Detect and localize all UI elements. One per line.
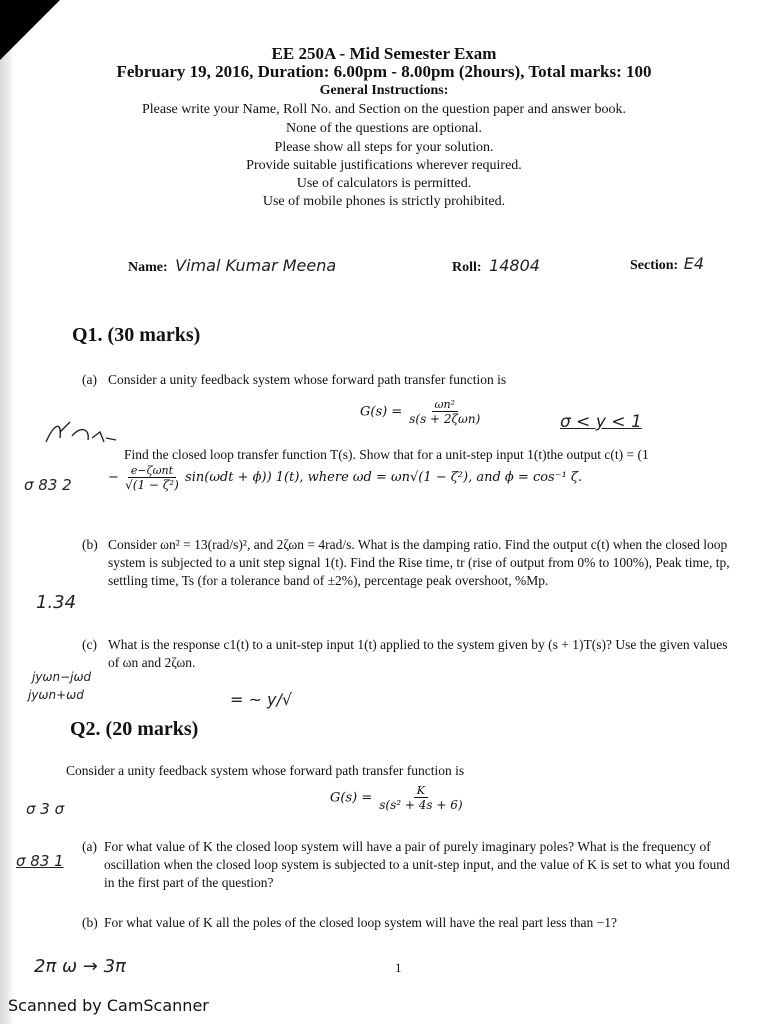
- exam-subtitle: February 19, 2016, Duration: 6.00pm - 8.00pm (2hours), Total marks: 100: [116, 62, 652, 81]
- instruction-line: Use of calculators is permitted.: [296, 176, 472, 191]
- handwritten-note: σ 83 1: [16, 852, 64, 870]
- q2-equation: [330, 784, 466, 812]
- instruction-line: Please write your Name, Roll No. and Section on the question paper and answer book.: [141, 102, 627, 117]
- handwritten-note: jyωn−jωd: [32, 670, 92, 684]
- q1a-text2: Find the closed loop transfer function T(s). Show that for a unit-step input 1(t)the output c(t) = (1: [124, 447, 649, 462]
- q1b-text: Consider ωn² = 13(rad/s)², and 2ζωn = 4rad/s. What is the damping ratio. Find the output c(t) when the closed loop system is subjected to a unit step signal 1(t). Find the Rise time, tr (rise of output from 0% to 100%), Peak time, tp, settling time, Ts (for a tolerance band of ±2%), percentage peak overshoot, %Mp.: [108, 537, 730, 588]
- handwritten-scribble: [40, 414, 118, 450]
- q1c-text: What is the response c1(t) to a unit-step input 1(t) applied to the system given by (s + 1)T(s)? Use the given values of ωn and 2ζωn.: [108, 637, 728, 670]
- instruction-line: Use of mobile phones is strictly prohibited.: [262, 194, 506, 209]
- exam-title: EE 250A - Mid Semester Exam: [271, 44, 497, 63]
- section-field: [630, 254, 704, 274]
- q2b-text: For what value of K all the poles of the closed loop system will have the real part less than −1?: [104, 915, 617, 930]
- scanner-watermark: Scanned by CamScanner: [8, 996, 209, 1015]
- q1a-exp-fraction: [122, 464, 182, 492]
- q1a-text: Consider a unity feedback system whose forward path transfer function is: [108, 372, 507, 387]
- q2-heading: Q2. (20 marks): [70, 718, 199, 740]
- q1a-minus: −: [108, 469, 119, 485]
- handwritten-note: = ~ y/√: [230, 690, 293, 709]
- q2-eq-lhs: G(s) =: [330, 790, 373, 806]
- handwritten-note: 2π ω → 3π: [34, 956, 126, 977]
- handwritten-note: jyωn+ωd: [28, 688, 84, 702]
- handwritten-note: σ 3 σ: [26, 800, 65, 818]
- roll-label: Roll:: [452, 260, 482, 275]
- q1a-exp-rest: sin(ωdt + ϕ)) 1(t), where ωd = ωn√(1 − ζ²), and ϕ = cos⁻¹ ζ.: [185, 469, 583, 485]
- handwritten-note: 1.34: [36, 592, 77, 613]
- instruction-line: Provide suitable justifications wherever required.: [246, 158, 522, 173]
- q1a-output-expression: [108, 464, 582, 492]
- section-label: Section:: [630, 258, 679, 273]
- instruction-line: Please show all steps for your solution.: [274, 140, 494, 155]
- general-instructions-heading: General Instructions:: [319, 83, 449, 98]
- handwritten-note: σ 83 2: [24, 476, 72, 494]
- name-field: [128, 256, 336, 276]
- q1a-equation: [360, 398, 483, 426]
- q1a-eq-denominator: s(s + 2ζωn): [409, 412, 481, 426]
- q1a-exp-denominator: √(1 − ζ²): [125, 478, 179, 492]
- q2-intro: Consider a unity feedback system whose forward path transfer function is: [66, 763, 465, 778]
- q1a-eq-numerator: ωn²: [432, 398, 458, 412]
- q2-eq-fraction: [376, 784, 465, 812]
- q2-eq-numerator: K: [414, 784, 428, 798]
- name-label: Name:: [128, 260, 168, 275]
- q1c-label: (c): [82, 637, 97, 652]
- q1a-eq-fraction: [406, 398, 483, 426]
- page-number: 1: [395, 960, 402, 975]
- handwritten-note: σ < y < 1: [560, 412, 642, 432]
- q1a-exp-numerator: e−ζωnt: [128, 464, 176, 478]
- q2a-label: (a): [82, 839, 97, 854]
- q1a-eq-lhs: G(s) =: [360, 404, 403, 420]
- q2-eq-denominator: s(s² + 4s + 6): [379, 798, 463, 812]
- roll-field: [452, 256, 540, 276]
- instruction-line: None of the questions are optional.: [286, 121, 482, 136]
- q2a-text: For what value of K the closed loop system will have a pair of purely imaginary poles? What is the frequency of oscillation when the closed loop system is subjected to a unit-step input, and the value of K is set to what you found in the first part of the question?: [104, 839, 730, 890]
- roll-value: 14804: [489, 256, 540, 275]
- q1a-label: (a): [82, 372, 97, 387]
- q1-heading: Q1. (30 marks): [72, 324, 201, 346]
- q1b-label: (b): [82, 537, 98, 552]
- q2b-label: (b): [82, 915, 98, 930]
- section-value: E4: [683, 254, 705, 273]
- name-value: Vimal Kumar Meena: [175, 256, 337, 275]
